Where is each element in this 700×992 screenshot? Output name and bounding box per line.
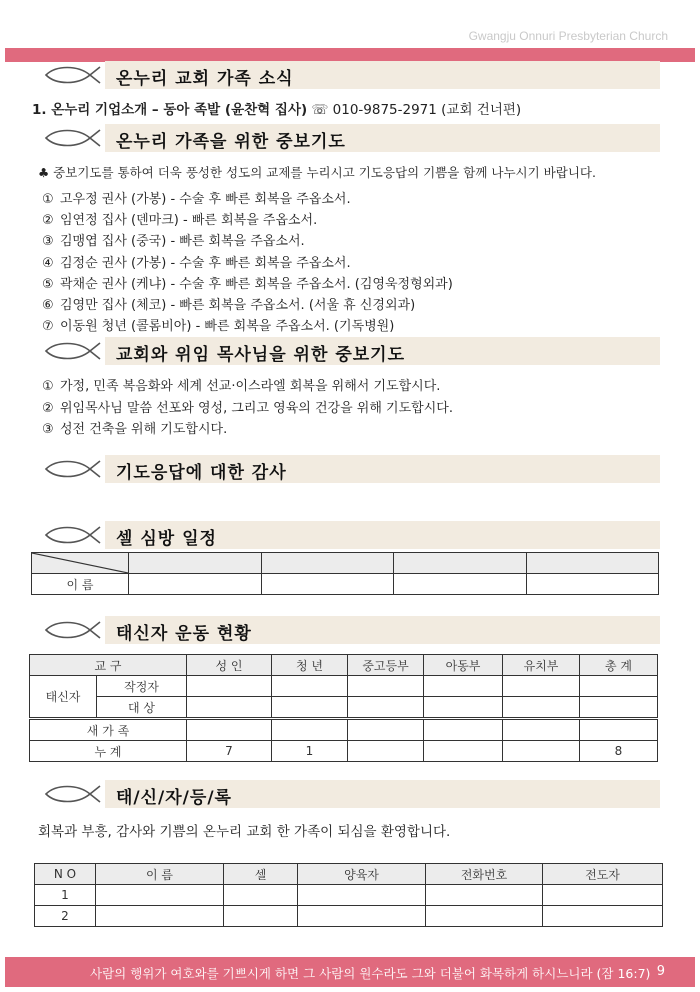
section-header-prayer-church: [40, 337, 660, 365]
cell-header: [394, 553, 527, 574]
col-header: 유치부: [503, 655, 580, 676]
row-number: 1: [35, 885, 96, 906]
col-header: 성 인: [187, 655, 272, 676]
table-cell: [272, 676, 348, 697]
list-item: [42, 375, 440, 394]
table-cell[interactable]: [298, 906, 426, 927]
col-header: 셀: [224, 864, 298, 885]
list-item-number: ④: [42, 255, 54, 271]
cell-header: [261, 553, 394, 574]
page-number: 9: [656, 964, 665, 979]
table-cell[interactable]: [526, 574, 659, 595]
col-header: 청 년: [272, 655, 348, 676]
list-item: [42, 418, 227, 437]
prayer-intro: ♣ 중보기도를 통하여 더욱 풍성한 성도의 교제를 누리시고 기도응답의 기쁨을 함께 나누시기 바랍니다.: [38, 165, 596, 180]
footer-verse: 사람의 행위가 여호와를 기쁘시게 하면 그 사람의 원수라도 그와 더불어 화목하게 하시느니라 (잠 16:7): [90, 966, 651, 981]
news-item-label: 1. 온누리 기업소개 – 동아 족발 (윤찬혁 집사): [32, 102, 308, 118]
list-item: [42, 294, 415, 313]
table-cell[interactable]: [394, 574, 527, 595]
table-cell[interactable]: [426, 885, 543, 906]
col-header: 교 구: [30, 655, 187, 676]
table-row: [35, 864, 663, 885]
list-item-number: ③: [42, 234, 54, 250]
list-item-number: ⑤: [42, 276, 54, 292]
table-cell: [348, 676, 424, 697]
cell-header: [526, 553, 659, 574]
table-row: [35, 906, 663, 927]
news-item-phone: ☏ 010-9875-2971 (교회 건너편): [311, 102, 522, 118]
table-cell: [503, 719, 580, 741]
table-cell: [503, 741, 580, 762]
section-header-news: [40, 61, 660, 89]
table-cell: [424, 719, 503, 741]
section-header-registration: [40, 780, 660, 808]
table-cell[interactable]: [224, 885, 298, 906]
col-header: N O: [35, 864, 96, 885]
list-item: [42, 230, 305, 249]
table-cell: [348, 697, 424, 719]
list-item-number: ②: [42, 213, 54, 229]
table-cell: [187, 676, 272, 697]
section-title: 태신자 운동 현황: [116, 624, 252, 644]
table-row: [30, 741, 658, 762]
cell-header: [129, 553, 262, 574]
table-cell: [503, 697, 580, 719]
church-name: Gwangju Onnuri Presbyterian Church: [468, 29, 668, 43]
list-item-text: 곽채순 권사 (케냐) - 수술 후 빠른 회복을 주옵소서. (김영욱정형외과): [60, 276, 453, 292]
table-cell[interactable]: [543, 906, 663, 927]
diagonal-header-cell: [32, 553, 129, 574]
table-cell: [580, 719, 658, 741]
row-label: 새 가 족: [30, 719, 187, 741]
table-cell: [580, 676, 658, 697]
list-item: [42, 397, 453, 416]
table-cell[interactable]: [96, 885, 224, 906]
row-number: 2: [35, 906, 96, 927]
list-item-number: ③: [42, 422, 54, 437]
table-row: [32, 553, 659, 574]
table-cell: [348, 741, 424, 762]
news-item: [32, 98, 521, 118]
col-header: 총 계: [580, 655, 658, 676]
table-cell: [272, 697, 348, 719]
list-item-text: 이동원 청년 (콜롬비아) - 빠른 회복을 주옵소서. (기독병원): [60, 319, 395, 335]
list-item-text: 위임목사님 말씀 선포와 영성, 그리고 영육의 건강을 위해 기도합시다.: [60, 400, 453, 416]
table-cell[interactable]: [543, 885, 663, 906]
list-item-text: 임연정 집사 (덴마크) - 빠른 회복을 주옵소서.: [60, 213, 318, 229]
list-item-text: 가정, 민족 복음화와 세계 선교·이스라엘 회복을 위해서 기도합시다.: [60, 379, 441, 394]
table-cell: 7: [187, 741, 272, 762]
table-cell[interactable]: [224, 906, 298, 927]
col-header: 양육자: [298, 864, 426, 885]
fish-icon: [40, 340, 102, 362]
fish-icon: [40, 64, 102, 86]
fish-icon: [40, 524, 102, 546]
list-item-number: ⑥: [42, 298, 54, 313]
table-cell: [503, 676, 580, 697]
section-title: 교회와 위임 목사님을 위한 중보기도: [116, 345, 406, 365]
col-header: 아동부: [424, 655, 503, 676]
fish-icon: [40, 783, 102, 805]
table-cell[interactable]: [261, 574, 394, 595]
fish-icon: [40, 458, 102, 480]
cell-visit-table: [31, 552, 659, 595]
name-label: 이 름: [32, 574, 129, 595]
footer-bar: [5, 957, 695, 987]
col-header: 중고등부: [348, 655, 424, 676]
table-row: [32, 574, 659, 595]
table-cell: [424, 741, 503, 762]
table-cell[interactable]: [426, 906, 543, 927]
col-header: 이 름: [96, 864, 224, 885]
table-cell: 8: [580, 741, 658, 762]
fish-icon: [40, 127, 102, 149]
list-item-text: 김정순 권사 (가봉) - 수술 후 빠른 회복을 주옵소서.: [60, 255, 351, 271]
table-cell: [187, 719, 272, 741]
table-cell[interactable]: [129, 574, 262, 595]
row-label: 누 계: [30, 741, 187, 762]
table-cell[interactable]: [96, 906, 224, 927]
list-item: [42, 273, 453, 292]
table-row: [35, 885, 663, 906]
list-item-number: ①: [42, 379, 54, 394]
table-cell: [580, 697, 658, 719]
section-title: 셀 심방 일정: [116, 529, 217, 549]
list-item-number: ①: [42, 192, 54, 207]
table-row: [30, 655, 658, 676]
table-row: [30, 676, 658, 697]
table-cell[interactable]: [298, 885, 426, 906]
section-title: 태/신/자/등/록: [116, 788, 232, 808]
table-cell: 1: [272, 741, 348, 762]
col-header: 전도자: [543, 864, 663, 885]
fish-icon: [40, 619, 102, 641]
list-item: [42, 315, 394, 334]
section-header-cell: [40, 521, 660, 549]
section-header-prayer-family: [40, 124, 660, 152]
list-item-number: ⑦: [42, 319, 54, 335]
list-item-text: 김영만 집사 (체코) - 빠른 회복을 주옵소서. (서울 휴 신경외과): [60, 298, 416, 313]
table-row: [30, 719, 658, 741]
list-item-text: 고우정 권사 (가봉) - 수술 후 빠른 회복을 주옵소서.: [60, 192, 351, 207]
table-cell: [348, 719, 424, 741]
section-title: 온누리 가족을 위한 중보기도: [116, 132, 346, 152]
list-item-number: ②: [42, 400, 54, 416]
section-title: 기도응답에 대한 감사: [116, 463, 287, 483]
list-item: [42, 209, 317, 228]
section-header-thanks: [40, 455, 660, 483]
registration-table: [34, 863, 663, 927]
section-header-newcomer-status: [40, 616, 660, 644]
list-item-text: 성전 건축을 위해 기도합시다.: [60, 422, 228, 437]
row-label: 대 상: [97, 697, 187, 719]
top-bar: [5, 48, 695, 62]
table-cell: [424, 697, 503, 719]
list-item-text: 김맹엽 집사 (중국) - 빠른 회복을 주옵소서.: [60, 234, 305, 250]
newcomer-status-table: [29, 654, 658, 762]
group-label: 태신자: [30, 676, 97, 719]
row-label: 작정자: [97, 676, 187, 697]
table-cell: [272, 719, 348, 741]
table-cell: [187, 697, 272, 719]
welcome-text: 회복과 부흥, 감사와 기쁨의 온누리 교회 한 가족이 되심을 환영합니다.: [38, 824, 451, 840]
list-item: [42, 252, 351, 271]
list-item: [42, 188, 351, 207]
table-row: [30, 697, 658, 719]
section-title: 온누리 교회 가족 소식: [116, 69, 294, 89]
table-cell: [424, 676, 503, 697]
col-header: 전화번호: [426, 864, 543, 885]
